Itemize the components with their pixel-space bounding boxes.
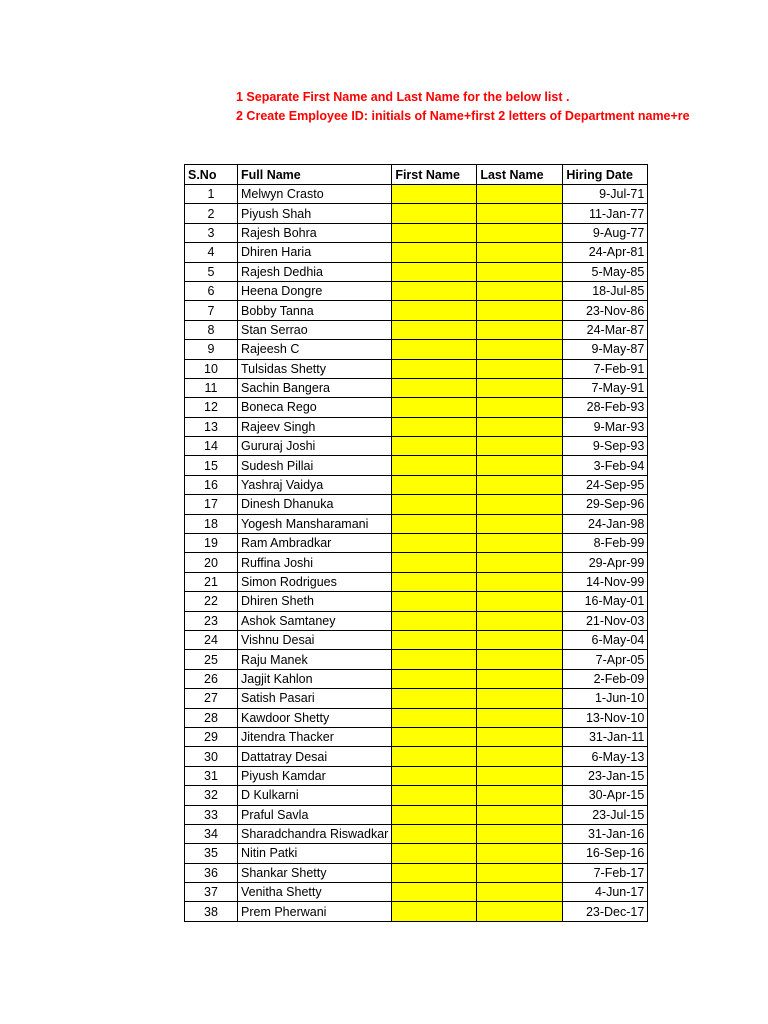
table-row	[185, 689, 648, 708]
header-row	[185, 165, 648, 185]
instructions-block	[236, 88, 768, 126]
cell-full-name[interactable]: Nitin Patki	[238, 844, 392, 863]
cell-last-name[interactable]	[477, 262, 563, 281]
cell-first-name[interactable]	[392, 669, 477, 688]
cell-full-name[interactable]: Dhiren Sheth	[238, 592, 392, 611]
cell-sno[interactable]: 6	[185, 281, 238, 300]
cell-full-name[interactable]: Stan Serrao	[238, 320, 392, 339]
cell-sno[interactable]: 31	[185, 766, 238, 785]
cell-last-name[interactable]	[477, 359, 563, 378]
cell-sno[interactable]: 38	[185, 902, 238, 921]
cell-sno[interactable]: 36	[185, 863, 238, 882]
cell-last-name[interactable]	[477, 320, 563, 339]
cell-hiring-date[interactable]: 14-Nov-99	[563, 572, 648, 591]
cell-hiring-date[interactable]: 3-Feb-94	[563, 456, 648, 475]
cell-full-name[interactable]: Satish Pasari	[238, 689, 392, 708]
cell-sno[interactable]: 5	[185, 262, 238, 281]
cell-sno[interactable]: 15	[185, 456, 238, 475]
cell-last-name[interactable]	[477, 572, 563, 591]
cell-hiring-date[interactable]: 31-Jan-11	[563, 727, 648, 746]
cell-full-name[interactable]: Piyush Shah	[238, 204, 392, 223]
table-row	[185, 262, 648, 281]
cell-sno[interactable]: 8	[185, 320, 238, 339]
cell-first-name[interactable]	[392, 301, 477, 320]
cell-first-name[interactable]	[392, 844, 477, 863]
cell-hiring-date[interactable]: 18-Jul-85	[563, 281, 648, 300]
cell-full-name[interactable]: Sachin Bangera	[238, 378, 392, 397]
cell-full-name[interactable]: Rajeesh C	[238, 340, 392, 359]
cell-last-name[interactable]	[477, 805, 563, 824]
cell-first-name[interactable]	[392, 592, 477, 611]
cell-last-name[interactable]	[477, 766, 563, 785]
cell-hiring-date[interactable]: 13-Nov-10	[563, 708, 648, 727]
cell-first-name[interactable]	[392, 378, 477, 397]
cell-first-name[interactable]	[392, 185, 477, 204]
cell-first-name[interactable]	[392, 786, 477, 805]
cell-first-name[interactable]	[392, 495, 477, 514]
header-first-name[interactable]: First Name	[392, 165, 477, 185]
cell-first-name[interactable]	[392, 417, 477, 436]
cell-last-name[interactable]	[477, 398, 563, 417]
cell-first-name[interactable]	[392, 553, 477, 572]
table-row	[185, 572, 648, 591]
cell-last-name[interactable]	[477, 281, 563, 300]
cell-full-name[interactable]: Raju Manek	[238, 650, 392, 669]
cell-first-name[interactable]	[392, 223, 477, 242]
table-row	[185, 863, 648, 882]
cell-first-name[interactable]	[392, 262, 477, 281]
cell-hiring-date[interactable]: 9-Aug-77	[563, 223, 648, 242]
cell-first-name[interactable]	[392, 902, 477, 921]
cell-first-name[interactable]	[392, 243, 477, 262]
cell-full-name[interactable]: Kawdoor Shetty	[238, 708, 392, 727]
cell-last-name[interactable]	[477, 902, 563, 921]
cell-sno[interactable]: 29	[185, 727, 238, 746]
cell-sno[interactable]: 30	[185, 747, 238, 766]
cell-sno[interactable]: 34	[185, 824, 238, 843]
cell-sno[interactable]: 12	[185, 398, 238, 417]
cell-last-name[interactable]	[477, 456, 563, 475]
cell-sno[interactable]: 19	[185, 534, 238, 553]
cell-sno[interactable]: 27	[185, 689, 238, 708]
cell-first-name[interactable]	[392, 824, 477, 843]
cell-sno[interactable]: 23	[185, 611, 238, 630]
cell-sno[interactable]: 26	[185, 669, 238, 688]
table-row	[185, 223, 648, 242]
table-row	[185, 650, 648, 669]
table-row	[185, 204, 648, 223]
instruction-line-1: 1 Separate First Name and Last Name for the below list .	[236, 90, 570, 104]
cell-full-name[interactable]: Praful Savla	[238, 805, 392, 824]
table-row	[185, 398, 648, 417]
cell-last-name[interactable]	[477, 378, 563, 397]
cell-sno[interactable]: 22	[185, 592, 238, 611]
cell-full-name[interactable]: Sudesh Pillai	[238, 456, 392, 475]
cell-last-name[interactable]	[477, 243, 563, 262]
cell-first-name[interactable]	[392, 630, 477, 649]
cell-hiring-date[interactable]: 4-Jun-17	[563, 883, 648, 902]
employee-table	[184, 164, 648, 922]
cell-last-name[interactable]	[477, 223, 563, 242]
cell-hiring-date[interactable]: 9-Jul-71	[563, 185, 648, 204]
cell-hiring-date[interactable]: 24-Apr-81	[563, 243, 648, 262]
table-row	[185, 805, 648, 824]
cell-hiring-date[interactable]: 1-Jun-10	[563, 689, 648, 708]
cell-first-name[interactable]	[392, 689, 477, 708]
cell-hiring-date[interactable]: 9-May-87	[563, 340, 648, 359]
table-body	[185, 185, 648, 922]
cell-full-name[interactable]: Jitendra Thacker	[238, 727, 392, 746]
table-row	[185, 824, 648, 843]
instruction-line-2: 2 Create Employee ID: initials of Name+first 2 letters of Department name+re	[236, 109, 690, 123]
cell-hiring-date[interactable]: 9-Sep-93	[563, 437, 648, 456]
cell-first-name[interactable]	[392, 534, 477, 553]
cell-last-name[interactable]	[477, 708, 563, 727]
cell-hiring-date[interactable]: 29-Sep-96	[563, 495, 648, 514]
cell-hiring-date[interactable]: 24-Mar-87	[563, 320, 648, 339]
cell-last-name[interactable]	[477, 534, 563, 553]
table-row	[185, 301, 648, 320]
cell-full-name[interactable]: Sharadchandra Riswadkar	[238, 824, 392, 843]
cell-hiring-date[interactable]: 9-Mar-93	[563, 417, 648, 436]
cell-last-name[interactable]	[477, 786, 563, 805]
cell-sno[interactable]: 3	[185, 223, 238, 242]
cell-last-name[interactable]	[477, 553, 563, 572]
cell-hiring-date[interactable]: 6-May-04	[563, 630, 648, 649]
cell-last-name[interactable]	[477, 844, 563, 863]
cell-hiring-date[interactable]: 28-Feb-93	[563, 398, 648, 417]
cell-full-name[interactable]: Rajeev Singh	[238, 417, 392, 436]
cell-last-name[interactable]	[477, 630, 563, 649]
cell-full-name[interactable]: Yashraj Vaidya	[238, 475, 392, 494]
cell-full-name[interactable]: Ram Ambradkar	[238, 534, 392, 553]
cell-full-name[interactable]: Dinesh Dhanuka	[238, 495, 392, 514]
cell-first-name[interactable]	[392, 747, 477, 766]
table-row	[185, 417, 648, 436]
header-last-name[interactable]: Last Name	[477, 165, 563, 185]
cell-full-name[interactable]: Prem Pherwani	[238, 902, 392, 921]
cell-sno[interactable]: 10	[185, 359, 238, 378]
cell-sno[interactable]: 24	[185, 630, 238, 649]
cell-first-name[interactable]	[392, 883, 477, 902]
table-row	[185, 281, 648, 300]
cell-first-name[interactable]	[392, 514, 477, 533]
cell-hiring-date[interactable]: 23-Jan-15	[563, 766, 648, 785]
cell-first-name[interactable]	[392, 766, 477, 785]
cell-full-name[interactable]: Bobby Tanna	[238, 301, 392, 320]
cell-first-name[interactable]	[392, 650, 477, 669]
cell-first-name[interactable]	[392, 805, 477, 824]
cell-sno[interactable]: 20	[185, 553, 238, 572]
cell-hiring-date[interactable]: 29-Apr-99	[563, 553, 648, 572]
cell-full-name[interactable]: Dattatray Desai	[238, 747, 392, 766]
header-sno[interactable]: S.No	[185, 165, 238, 185]
cell-first-name[interactable]	[392, 863, 477, 882]
cell-full-name[interactable]: Gururaj Joshi	[238, 437, 392, 456]
cell-hiring-date[interactable]: 11-Jan-77	[563, 204, 648, 223]
cell-first-name[interactable]	[392, 456, 477, 475]
cell-first-name[interactable]	[392, 611, 477, 630]
cell-full-name[interactable]: Ashok Samtaney	[238, 611, 392, 630]
cell-hiring-date[interactable]: 8-Feb-99	[563, 534, 648, 553]
cell-last-name[interactable]	[477, 301, 563, 320]
cell-last-name[interactable]	[477, 185, 563, 204]
cell-sno[interactable]: 11	[185, 378, 238, 397]
cell-hiring-date[interactable]: 5-May-85	[563, 262, 648, 281]
cell-hiring-date[interactable]: 2-Feb-09	[563, 669, 648, 688]
cell-hiring-date[interactable]: 6-May-13	[563, 747, 648, 766]
cell-full-name[interactable]: Venitha Shetty	[238, 883, 392, 902]
table-row	[185, 514, 648, 533]
cell-last-name[interactable]	[477, 514, 563, 533]
cell-hiring-date[interactable]: 7-May-91	[563, 378, 648, 397]
cell-last-name[interactable]	[477, 689, 563, 708]
table-row	[185, 727, 648, 746]
cell-last-name[interactable]	[477, 727, 563, 746]
cell-sno[interactable]: 32	[185, 786, 238, 805]
table-row	[185, 669, 648, 688]
cell-last-name[interactable]	[477, 340, 563, 359]
table-row	[185, 243, 648, 262]
cell-sno[interactable]: 4	[185, 243, 238, 262]
table-row	[185, 708, 648, 727]
cell-full-name[interactable]: Piyush Kamdar	[238, 766, 392, 785]
cell-sno[interactable]: 1	[185, 185, 238, 204]
table-row	[185, 592, 648, 611]
cell-hiring-date[interactable]: 7-Feb-91	[563, 359, 648, 378]
table-row	[185, 630, 648, 649]
table-row	[185, 320, 648, 339]
cell-first-name[interactable]	[392, 281, 477, 300]
cell-full-name[interactable]: Jagjit Kahlon	[238, 669, 392, 688]
cell-full-name[interactable]: D Kulkarni	[238, 786, 392, 805]
table-row	[185, 611, 648, 630]
table-row	[185, 747, 648, 766]
table-row	[185, 534, 648, 553]
cell-full-name[interactable]: Rajesh Dedhia	[238, 262, 392, 281]
table-row	[185, 495, 648, 514]
cell-full-name[interactable]: Heena Dongre	[238, 281, 392, 300]
cell-last-name[interactable]	[477, 824, 563, 843]
cell-first-name[interactable]	[392, 359, 477, 378]
cell-sno[interactable]: 33	[185, 805, 238, 824]
cell-first-name[interactable]	[392, 204, 477, 223]
cell-first-name[interactable]	[392, 572, 477, 591]
cell-hiring-date[interactable]: 7-Apr-05	[563, 650, 648, 669]
table-row	[185, 883, 648, 902]
table-row	[185, 340, 648, 359]
cell-last-name[interactable]	[477, 611, 563, 630]
cell-sno[interactable]: 13	[185, 417, 238, 436]
cell-sno[interactable]: 14	[185, 437, 238, 456]
cell-first-name[interactable]	[392, 708, 477, 727]
cell-last-name[interactable]	[477, 883, 563, 902]
cell-first-name[interactable]	[392, 727, 477, 746]
cell-sno[interactable]: 25	[185, 650, 238, 669]
cell-first-name[interactable]	[392, 437, 477, 456]
table-row	[185, 437, 648, 456]
cell-hiring-date[interactable]: 31-Jan-16	[563, 824, 648, 843]
cell-hiring-date[interactable]: 16-Sep-16	[563, 844, 648, 863]
header-hiring-date[interactable]: Hiring Date	[563, 165, 648, 185]
cell-hiring-date[interactable]: 24-Jan-98	[563, 514, 648, 533]
table-row	[185, 185, 648, 204]
cell-full-name[interactable]: Yogesh Mansharamani	[238, 514, 392, 533]
cell-hiring-date[interactable]: 21-Nov-03	[563, 611, 648, 630]
cell-sno[interactable]: 7	[185, 301, 238, 320]
table-row	[185, 902, 648, 921]
cell-full-name[interactable]: Vishnu Desai	[238, 630, 392, 649]
cell-sno[interactable]: 17	[185, 495, 238, 514]
cell-last-name[interactable]	[477, 475, 563, 494]
cell-sno[interactable]: 28	[185, 708, 238, 727]
table-row	[185, 844, 648, 863]
cell-sno[interactable]: 18	[185, 514, 238, 533]
table-row	[185, 378, 648, 397]
cell-last-name[interactable]	[477, 863, 563, 882]
cell-last-name[interactable]	[477, 650, 563, 669]
cell-sno[interactable]: 21	[185, 572, 238, 591]
cell-last-name[interactable]	[477, 204, 563, 223]
table-row	[185, 766, 648, 785]
cell-full-name[interactable]: Simon Rodrigues	[238, 572, 392, 591]
table-row	[185, 456, 648, 475]
cell-last-name[interactable]	[477, 417, 563, 436]
header-full-name[interactable]: Full Name	[238, 165, 392, 185]
cell-full-name[interactable]: Shankar Shetty	[238, 863, 392, 882]
cell-last-name[interactable]	[477, 592, 563, 611]
cell-sno[interactable]: 35	[185, 844, 238, 863]
cell-last-name[interactable]	[477, 747, 563, 766]
cell-first-name[interactable]	[392, 475, 477, 494]
cell-first-name[interactable]	[392, 320, 477, 339]
cell-hiring-date[interactable]: 23-Dec-17	[563, 902, 648, 921]
cell-full-name[interactable]: Ruffina Joshi	[238, 553, 392, 572]
table-row	[185, 786, 648, 805]
cell-first-name[interactable]	[392, 340, 477, 359]
cell-first-name[interactable]	[392, 398, 477, 417]
cell-sno[interactable]: 9	[185, 340, 238, 359]
table-row	[185, 475, 648, 494]
cell-full-name[interactable]: Tulsidas Shetty	[238, 359, 392, 378]
cell-full-name[interactable]: Melwyn Crasto	[238, 185, 392, 204]
cell-hiring-date[interactable]: 23-Nov-86	[563, 301, 648, 320]
table-row	[185, 553, 648, 572]
cell-full-name[interactable]: Rajesh Bohra	[238, 223, 392, 242]
cell-hiring-date[interactable]: 16-May-01	[563, 592, 648, 611]
cell-hiring-date[interactable]: 24-Sep-95	[563, 475, 648, 494]
cell-hiring-date[interactable]: 7-Feb-17	[563, 863, 648, 882]
cell-last-name[interactable]	[477, 669, 563, 688]
table-row	[185, 359, 648, 378]
cell-hiring-date[interactable]: 23-Jul-15	[563, 805, 648, 824]
cell-full-name[interactable]: Boneca Rego	[238, 398, 392, 417]
cell-last-name[interactable]	[477, 437, 563, 456]
cell-sno[interactable]: 37	[185, 883, 238, 902]
cell-last-name[interactable]	[477, 495, 563, 514]
cell-full-name[interactable]: Dhiren Haria	[238, 243, 392, 262]
cell-sno[interactable]: 16	[185, 475, 238, 494]
cell-hiring-date[interactable]: 30-Apr-15	[563, 786, 648, 805]
cell-sno[interactable]: 2	[185, 204, 238, 223]
